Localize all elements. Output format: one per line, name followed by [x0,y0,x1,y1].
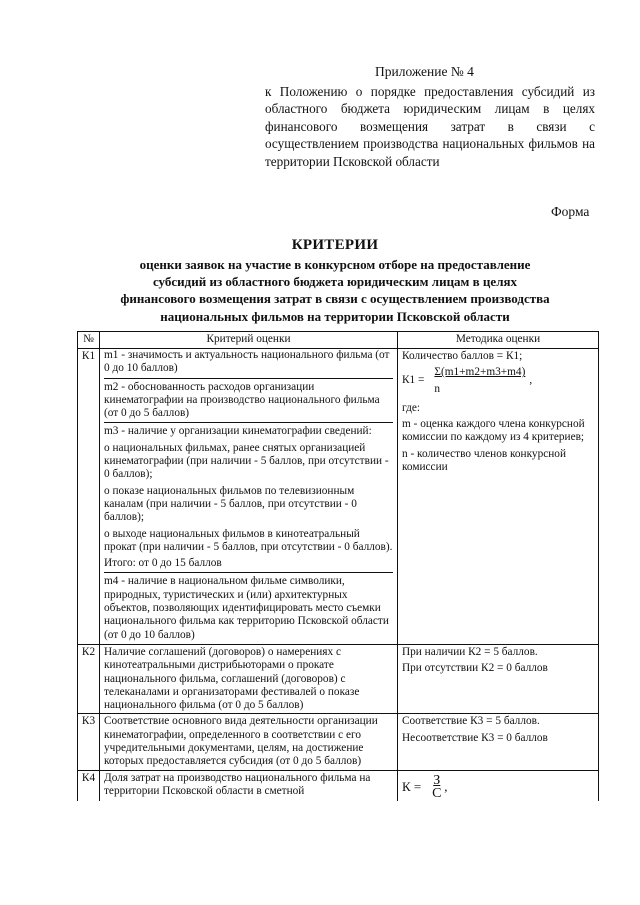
k4-method-cell [398,770,599,801]
m3-item: о показе национальных фильмов по телевизионным каналам (при наличии - 5 баллов, при отсутствии - 0 баллов); [104,484,357,524]
row-number: К1 [78,349,100,645]
criteria-subtitle-line: субсидий из областного бюджета юридическим лицам в целях [152,274,518,290]
row-number: К3 [78,714,100,770]
formula-numerator: Σ(m1+m2+m3+m4) [434,366,526,379]
table-row-k2 [78,644,599,713]
header-criterion: Критерий оценки [100,332,398,349]
appendix-title: Приложение № 4 [375,64,474,79]
criteria-heading: КРИТЕРИИ [291,237,379,253]
header-method: Методика оценки [398,332,599,349]
k1-formula [402,366,594,396]
method-n-desc: n - количество членов конкурсной комиссии [402,447,566,474]
k4-formula [402,774,594,801]
k1-criteria-cell [100,349,398,645]
row-number: К2 [78,644,100,713]
k1-method-cell [398,349,599,645]
m3-intro: m3 - наличие у организации кинематографии сведений: [104,425,372,438]
method-score-line: Количество баллов = К1; [402,350,523,362]
table-row-k1 [78,349,599,645]
k4-formula-tail: , [444,779,448,795]
criterion-m3 [104,422,393,572]
criterion-m2: m2 - обоснованность расходов организации кинематографии на производство национального фильма (от 0 до 5 баллов) [104,378,393,423]
formula-left: К1 = [402,374,425,387]
formula-tail: , [529,374,533,387]
formula-fraction [432,366,527,396]
k4-formula-denominator: С [432,785,442,801]
criteria-subtitle-line: национальных фильмов на территории Псковской области [160,308,510,324]
m3-total: Итого: от 0 до 15 баллов [104,557,222,570]
m3-item: о выходе национальных фильмов в кинотеатральный прокат (при наличии - 5 баллов, при отсутствии - 0 баллов). [104,527,393,553]
k4-criterion: Доля затрат на производство национального фильма на территории Псковской области в сметной [100,770,398,801]
criteria-subtitle-line: оценки заявок на участие в конкурсном отборе на предоставление [139,257,531,272]
table-row-k4 [78,770,599,801]
m3-item: о национальных фильмах, ранее снятых организацией кинематографии (при наличии - 5 баллов, при отсутствии - 0 баллов); [104,441,389,481]
criteria-subtitle [70,256,600,325]
table-row-k3 [78,714,599,770]
k3-method-line: Соответствие К3 = 5 баллов. [402,715,540,728]
criterion-m1: m1 - значимость и актуальность национального фильма (от 0 до 10 баллов) [104,349,390,375]
k2-method-line: При наличии К2 = 5 баллов. [402,645,538,658]
header-number: № [78,332,100,349]
form-label: Форма [551,204,590,219]
k3-criterion: Соответствие основного вида деятельности организации кинематографии, определенного в соответствии с его учредительными документами, целям, на достижение которых предоставляется субсидия (от 0 до 5 баллов) [100,714,398,770]
criterion-m4: m4 - наличие в национальном фильме символики, природных, туристических и (или) архитектурных объектов, позволяющих идентифицировать место съемки национального фильма как территорию Псковской области (от 0 до 10 баллов) [104,572,393,643]
k4-formula-numerator: З [433,772,441,788]
k4-formula-left: К = [402,779,422,795]
formula-denominator: n [434,382,441,395]
k3-method-line: Несоответствие К3 = 0 баллов [402,731,548,744]
k3-method-cell [398,714,599,770]
method-m-desc: m - оценка каждого члена конкурсной комиссии по каждому из 4 критериев; [402,418,585,444]
criteria-table [77,331,599,801]
appendix-reference: к Положению о порядке предоставления субсидий из областного бюджета юридическим лицам в целях финансового возмещения затрат в связи с осуществлением производства национальных фильмов на территории Псковской области [265,84,595,169]
criteria-subtitle-line: финансового возмещения затрат в связи с осуществлением производства [120,291,550,307]
k2-method-cell [398,644,599,713]
k4-formula-fraction [431,774,442,801]
method-where: где: [402,401,420,414]
table-header-row [78,332,599,349]
row-number: К4 [78,770,100,801]
k2-criterion: Наличие соглашений (договоров) о намерениях с кинотеатральными дистрибьюторами о прокате национального фильма, соглашений (договоров) с телеканалами и организаторами фестивалей о показе национального фильма (от 0 до 5 баллов) [100,644,398,713]
k2-method-line: При отсутствии К2 = 0 баллов [402,662,548,675]
